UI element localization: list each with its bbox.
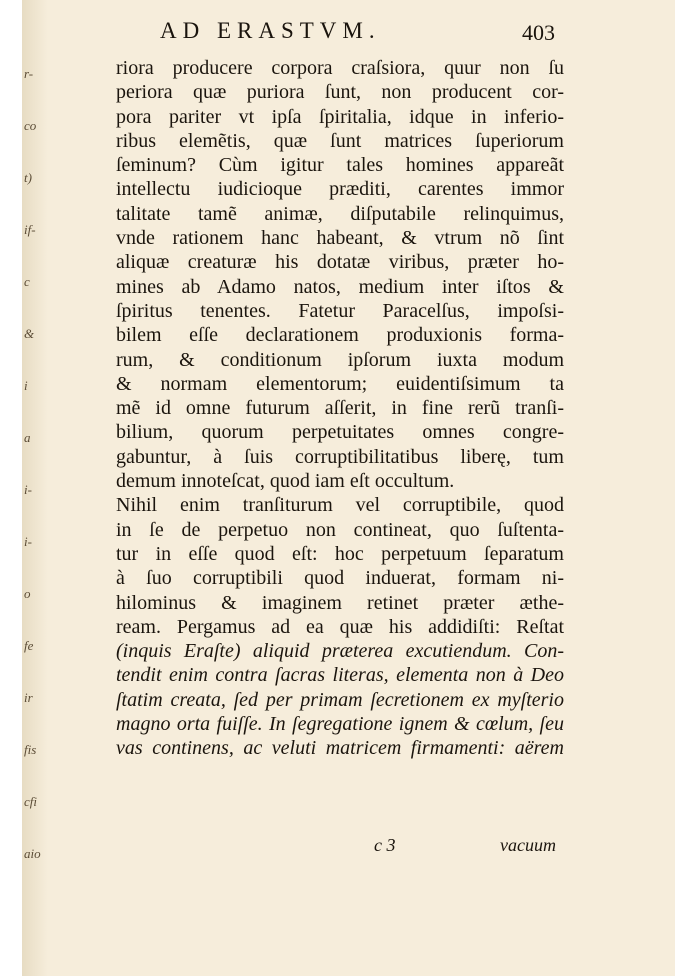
margin-fragment: ir — [24, 690, 33, 705]
margin-fragment: r- — [24, 66, 34, 81]
text-line: aliquæ creaturæ his dotatæ viribus, præter ho- — [116, 251, 564, 274]
page-number: 403 — [522, 20, 555, 45]
text-line: in ſe de perpetuo non contineat, quo ſuſtenta- — [116, 518, 564, 541]
margin-fragment: fis — [24, 742, 37, 757]
text-line: ribus elemẽtis, quæ ſunt matrices ſuperiorum — [116, 129, 564, 152]
text-line: mẽ id omne futurum aſſerit, in fine rerũ tranſi- — [116, 397, 564, 420]
text-line: ream. Pergamus ad ea quæ his addidiſti: Reſtat — [116, 615, 564, 638]
text-line: intellectu iudicioque præditi, carentes immor — [116, 178, 564, 201]
text-line: (inquis Eraſte) aliquid præterea excutiendum. Con- — [116, 640, 564, 663]
margin-fragment: i- — [24, 482, 32, 497]
text-line: gabuntur, à ſuis corruptibilitatibus liberę, tum — [116, 445, 564, 468]
text-line: riora producere corpora craſsiora, quur non ſu — [116, 57, 564, 79]
margin-fragment: & — [24, 326, 35, 341]
margin-fragment: if- — [24, 222, 36, 237]
page-footer — [116, 835, 564, 859]
text-line: periora quæ puriora ſunt, non producent cor- — [116, 81, 564, 104]
text-line: ſeminum? Cùm igitur tales homines appareãt — [116, 154, 564, 177]
margin-fragment: o — [24, 586, 31, 601]
margin-fragment: fe — [24, 638, 34, 653]
text-line: tendit enim contra ſacras literas, elementa non à Deo — [116, 664, 564, 687]
book-page — [22, 0, 675, 976]
text-line: hilominus & imaginem retinet præter æthe- — [116, 591, 564, 614]
text-line: à ſuo corruptibili quod induerat, formam ni- — [116, 567, 564, 590]
margin-fragment: t) — [24, 170, 32, 185]
margin-fragment: aio — [24, 846, 41, 861]
margin-fragment: co — [24, 118, 37, 133]
running-head: AD ERASTVM. — [160, 18, 381, 43]
text-line: mines ab Adamo natos, medium inter iſtos & — [116, 275, 564, 298]
text-line: vas continens, ac veluti matricem firmamenti: aërem — [116, 737, 564, 760]
text-line: Nihil enim tranſiturum vel corruptibile, quod — [116, 494, 564, 517]
margin-fragment: i — [24, 378, 28, 393]
body-text — [116, 56, 564, 761]
text-line: demum innoteſcat, quod iam eſt occultum. — [116, 470, 455, 493]
text-line: talitate tamẽ animæ, diſputabile relinquimus, — [116, 202, 564, 225]
text-line: & normam elementorum; euidentiſsimum ta — [116, 372, 564, 395]
text-line: ſtatim creata, ſed per primam ſecretionem ex myſterio — [116, 688, 564, 711]
text-line: bilem eſſe declarationem produxionis forma- — [116, 324, 564, 347]
text-line: rum, & conditionum ipſorum iuxta modum — [116, 348, 564, 371]
text-line: vnde rationem hanc habeant, & vtrum nõ ſint — [116, 227, 564, 250]
text-line: pora pariter vt ipſa ſpiritalia, idque in inferio- — [116, 105, 564, 128]
margin-fragment: c — [24, 274, 30, 289]
text-line: tur in eſſe quod eſt: hoc perpetuum ſeparatum — [116, 542, 564, 565]
margin-fragment: cfi — [24, 794, 37, 809]
text-line: ſpiritus tenentes. Fatetur Paracelſus, impoſsi- — [116, 299, 564, 322]
margin-fragment: i- — [24, 534, 32, 549]
signature-mark: c 3 — [374, 835, 396, 855]
text-line: bilium, quorum perpetuitates omnes congre- — [116, 421, 564, 444]
text-line: magno orta fuiſſe. In ſegregatione ignem & cœlum, ſeu — [116, 713, 564, 736]
margin-fragment: a — [24, 430, 31, 445]
catchword: vacuum — [500, 835, 556, 855]
